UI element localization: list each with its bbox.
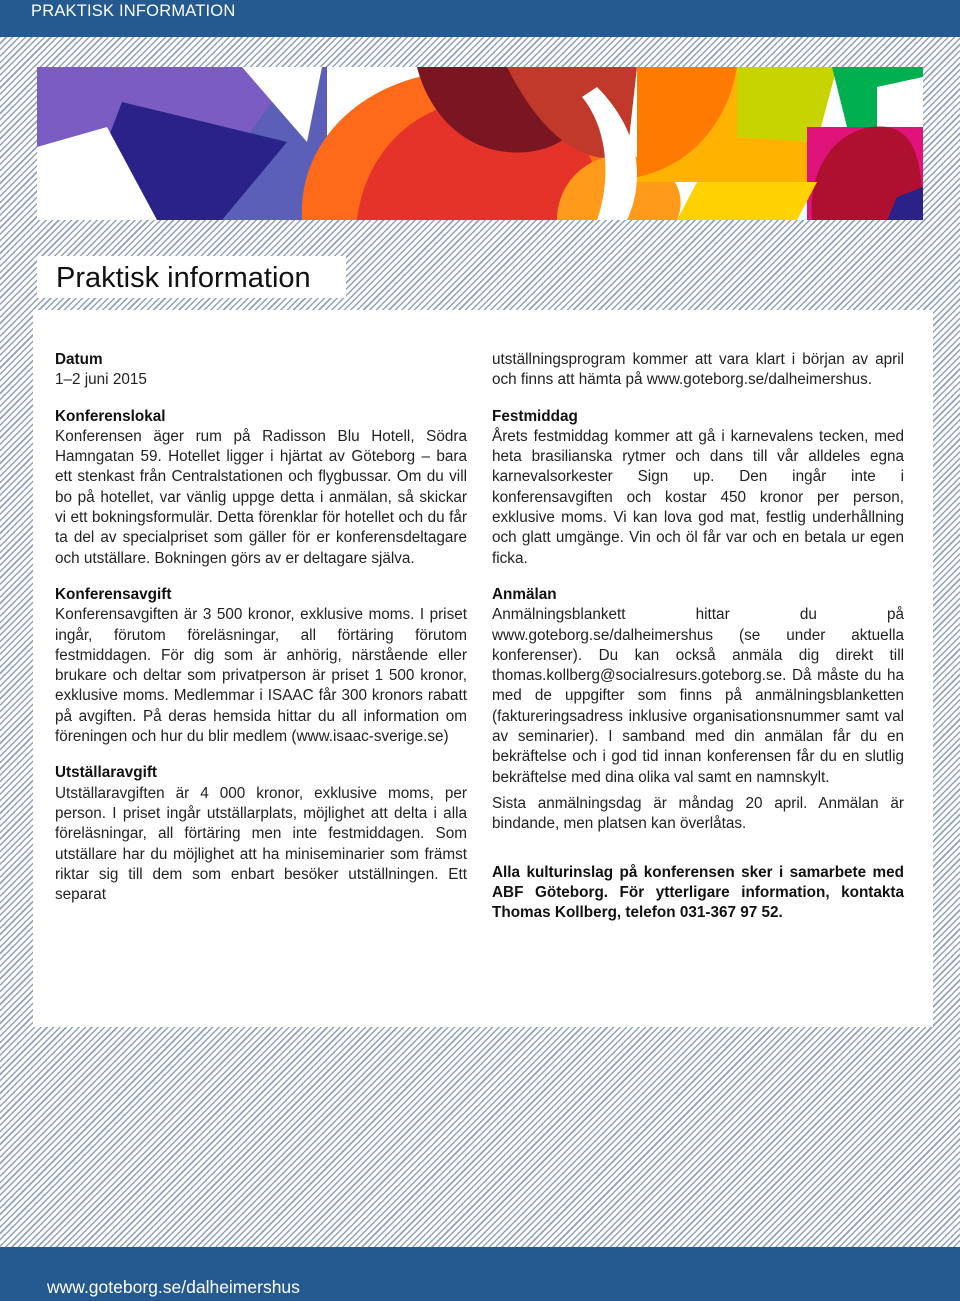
section-datum (55, 350, 467, 391)
left-column (55, 350, 467, 921)
top-bar (0, 0, 960, 37)
right-column (492, 350, 904, 923)
section-konferenslokal (55, 407, 467, 569)
konferensavgift-heading: Konferensavgift (55, 585, 172, 603)
anmalan-heading: Anmälan (492, 585, 557, 603)
section-label: PRAKTISK INFORMATION (31, 2, 236, 20)
datum-heading: Datum (55, 351, 103, 368)
section-utstallaravgift (55, 763, 467, 905)
collaboration-note: Alla kulturinslag på konferensen sker i samarbete med ABF Göteborg. För ytterligare information, kontakta Thomas Kollberg, telefon 031-367 97 52. (492, 863, 904, 922)
content-panel (33, 310, 933, 1027)
konferensavgift-text: Konferensavgiften är 3 500 kronor, exklusive moms. I priset ingår, förutom föreläsningar, all förtäring förutom festmiddagen. För dig som är anhörig, närstående eller brukare och deltar som privatperson är priset 1 500 kronor, exklusive moms. Medlemmar i ISAAC får 300 kronors rabatt på avgiften. På deras hemsida hittar du all information om föreningen och hur du blir medlem (www.isaac-sverige.se) (55, 606, 467, 746)
anmalan-deadline-text: Sista anmälningsdag är måndag 20 april. Anmälan är bindande, men platsen kan överlåtas. (492, 794, 904, 833)
festmiddag-heading: Festmiddag (492, 407, 578, 425)
datum-text: 1–2 juni 2015 (55, 371, 147, 389)
utstallaravgift-heading: Utställaravgift (55, 764, 158, 782)
footer-url: www.goteborg.se/dalheimershus (47, 1277, 300, 1297)
title-box (37, 256, 346, 298)
section-anmalan (492, 585, 904, 835)
utstallaravgift-text: Utställaravgiften är 4 000 kronor, exklusive moms, per person. I priset ingår utställarplats, möjlighet att delta i alla föreläsningar, all förtäring men inte festmiddagen. Som utställare har du möjlighet att ha miniseminarier som främst riktar sig till dem som enbart besöker utställningen. Ett separat (55, 784, 467, 904)
abstract-shapes-illustration (37, 67, 923, 220)
section-konferensavgift (55, 585, 467, 747)
konferenslokal-text: Konferensen äger rum på Radisson Blu Hotell, Södra Hamngatan 59. Hotellet ligger i hjärtat av Göteborg – bara ett stenkast från Centralstationen och flygbussar. Om du vill bo på hotellet, var vänlig uppge detta i anmälan, så skickar vi ett bokningsformulär. Detta förenklar för hotellet och du får ta del av specialpriset som gäller för er konferensdeltagare och utställare. Bokningen görs av er deltagare själva. (55, 427, 467, 567)
continuation-text: utställningsprogram kommer att vara klart i början av april och finns att hämta på www.goteborg.se/dalheimershus. (492, 351, 904, 389)
anmalan-text: Anmälningsblankett hittar du på www.goteborg.se/dalheimershus (se under aktuella konferenser). Du kan också anmäla dig direkt till thomas.kollberg@socialresurs.goteborg.se. Då måste du ha med de uppgifter som finns på anmälningsblanketten (faktureringsadress inklusive organisationsnummer samt val av seminarier). I samband med din anmälan får du en bekräftelse och i god tid innan konferensen får du en slutlig bekräftelse med dina olika val samt en namnskylt. (492, 606, 904, 786)
festmiddag-text: Årets festmiddag kommer att gå i karnevalens tecken, med heta brasilianska rytmer och dans till vår alldeles egna karnevalsorkester Sign up. Den ingår inte i konferensavgiften och kostar 450 kronor per person, exklusive moms. Vi kan lova god mat, festlig underhållning och glatt umgänge. Vin och öl får var och en betala ur egen ficka. (492, 427, 904, 567)
page-title: Praktisk information (56, 262, 311, 294)
section-continuation (492, 350, 904, 391)
banner-image (37, 67, 923, 220)
section-festmiddag (492, 407, 904, 569)
footer-bar (0, 1247, 960, 1301)
konferenslokal-heading: Konferenslokal (55, 407, 166, 425)
